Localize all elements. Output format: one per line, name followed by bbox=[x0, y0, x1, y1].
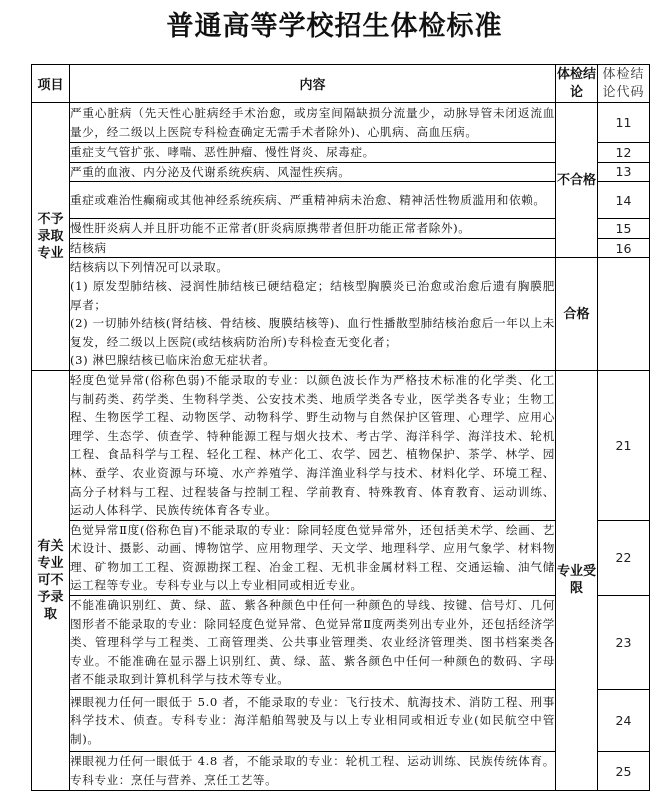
content-cell: 严重的血液、内分泌及代谢系统疾病、风湿性疾病。 bbox=[70, 162, 556, 182]
conclusion-restricted: 专业受限 bbox=[556, 370, 598, 790]
code-cell: 14 bbox=[598, 182, 650, 219]
conclusion-fail: 不合格 bbox=[556, 103, 598, 258]
document-title: 普通高等学校招生体检标准 bbox=[166, 11, 503, 42]
code-cell: 15 bbox=[598, 219, 650, 239]
table-row bbox=[32, 103, 650, 143]
code-cell: 21 bbox=[598, 370, 650, 520]
code-cell: 11 bbox=[598, 103, 650, 143]
pass-line: (2) 一切肺外结核(肾结核、骨结核、腹膜结核等)、血行性播散型肺结核治愈后一年以上未复发，经二级以上医院(或结核病防治所)专科检查无变化者； bbox=[70, 316, 555, 349]
pass-line: (1) 原发型肺结核、浸润性肺结核已硬结稳定；结核型胸膜炎已治愈或治愈后遗有胸膜肥厚者； bbox=[70, 278, 555, 312]
code-cell: 25 bbox=[598, 752, 650, 791]
content-cell: 结核病 bbox=[70, 238, 556, 258]
header-code: 体检结论代码 bbox=[598, 65, 650, 103]
code-cell: 23 bbox=[598, 596, 650, 690]
item-restricted: 有关专业可不予录取 bbox=[32, 370, 70, 790]
pass-line: 结核病以下列情况可以录取。 bbox=[70, 260, 229, 275]
conclusion-pass: 合格 bbox=[556, 258, 598, 371]
pass-line: (3) 淋巴腺结核已临床治愈无症状者。 bbox=[70, 353, 276, 368]
exam-standard-table bbox=[31, 64, 650, 791]
code-cell: 16 bbox=[598, 238, 650, 258]
content-cell: 慢性肝炎病人并且肝功能不正常者(肝炎病原携带者但肝功能正常者除外)。 bbox=[70, 219, 556, 239]
header-item: 项目 bbox=[32, 65, 70, 103]
code-cell-empty bbox=[598, 258, 650, 371]
table-row bbox=[32, 370, 650, 520]
content-cell: 重症支气管扩张、哮喘、恶性肿瘤、慢性肾炎、尿毒症。 bbox=[70, 143, 556, 163]
header-row bbox=[32, 65, 650, 103]
item-not-admitted: 不予录取专业 bbox=[32, 103, 70, 371]
table-row-pass bbox=[32, 258, 650, 371]
content-cell: 裸眼视力任何一眼低于 4.8 者，不能录取的专业：轮机工程、运动训练、民族传统体育。专科专业：烹任与营养、烹任工艺等。 bbox=[70, 752, 556, 791]
content-cell-pass bbox=[70, 258, 556, 371]
content-cell: 轻度色觉异常(俗称色弱)不能录取的专业：以颜色波长作为严格技术标准的化学类、化工与制药类、药学类、生物科学类、公安技术类、地质学类各专业，医学类各专业；生物工程、生物医学工程、动物医学、动物科学、野生动物与自然保护区管理、心理学、应用心理学、生态学、侦查学、特种能源工程与烟火技术、考古学、海洋科学、海洋技术、轮机工程、食品科学与工程、轻化工程、林产化工、农学、园艺、植物保护、茶学、林学、园林、蚕学、农业资源与环境、水产养殖学、海洋渔业科学与技术、材料化学、环境工程、高分子材料与工程、过程装备与控制工程、学前教育、特殊教育、体育教育、运动训练、运动人体科学、民族传统体育各专业。 bbox=[70, 370, 556, 520]
content-cell: 色觉异常Ⅱ度(俗称色盲)不能录取的专业：除同轻度色觉异常外，还包括美术学、绘画、艺术设计、摄影、动画、博物馆学、应用物理学、天文学、地理科学、应用气象学、材料物理、矿物加工工程、资源勘探工程、冶金工程、无机非金属材料工程、交通运输、油气储运工程等专业。专科专业与以上专业相同或相近专业。 bbox=[70, 520, 556, 595]
content-cell: 重症或难治性癫痫或其他神经系统疾病、严重精神病未治愈、精神活性物质滥用和依赖。 bbox=[70, 182, 556, 219]
code-cell: 24 bbox=[598, 690, 650, 752]
content-cell: 严重心脏病（先天性心脏病经手术治愈，或房室间隔缺损分流量少，动脉导管未闭返流血量少，经二级以上医院专科检查确定无需手术者除外)、心肌病、高血压病。 bbox=[70, 103, 556, 143]
content-cell: 裸眼视力任何一眼低于 5.0 者，不能录取的专业：飞行技术、航海技术、消防工程、刑事科学技术、侦查。专科专业：海洋船舶驾驶及与以上专业相同或相近专业(如民航空中管制)。 bbox=[70, 690, 556, 752]
code-cell: 22 bbox=[598, 520, 650, 595]
content-cell: 不能准确识别红、黄、绿、蓝、紫各种颜色中任何一种颜色的导线、按键、信号灯、几何图形者不能录取的专业：除同轻度色觉异常、色觉异常Ⅱ度两类列出专业外，还包括经济学类、管理科学与工程类、工商管理类、公共事业管理类、农业经济管理类、图书档案类各专业。不能准确在显示器上识别红、黄、绿、蓝、紫各颜色中任何一种颜色的数码、字母者不能录取到计算机科学与技术等专业。 bbox=[70, 596, 556, 690]
header-content: 内容 bbox=[70, 65, 556, 103]
code-cell: 13 bbox=[598, 162, 650, 182]
code-cell: 12 bbox=[598, 143, 650, 163]
header-conclusion: 体检结论 bbox=[556, 65, 598, 103]
